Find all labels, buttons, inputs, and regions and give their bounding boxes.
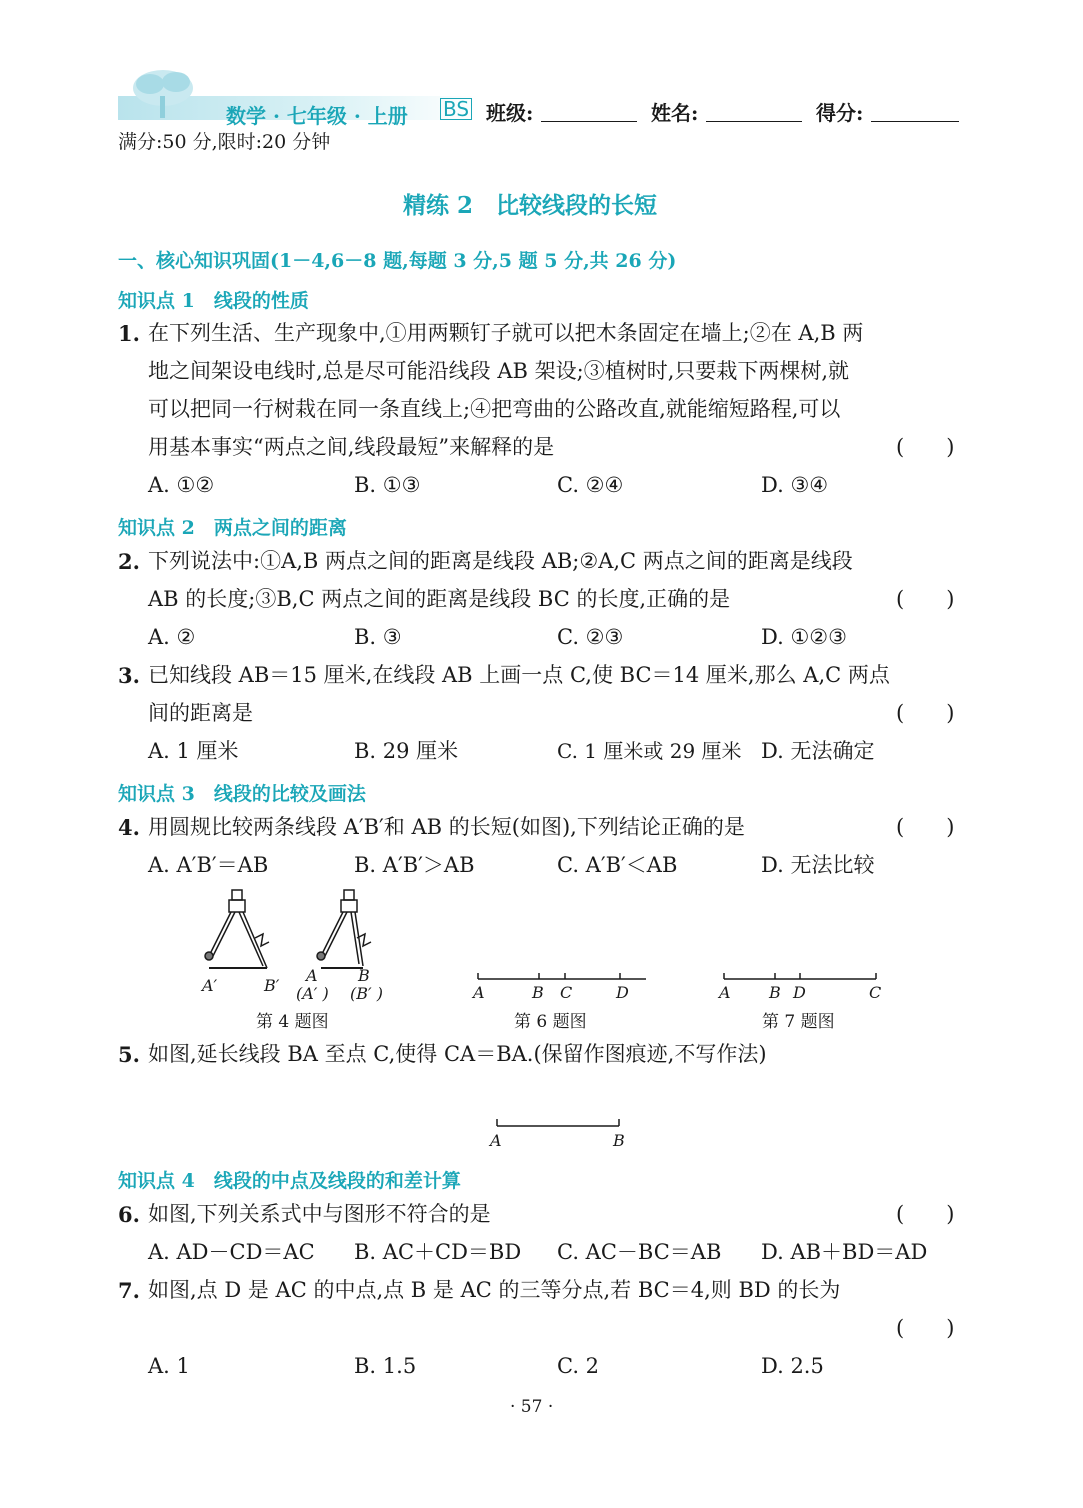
q2-line: 下列说法中:①A,B 两点之间的距离是线段 AB;②A,C 两点之间的距离是线段 [148, 549, 853, 573]
name-field[interactable] [706, 121, 802, 122]
q1-option-a[interactable]: A. ①② [148, 473, 215, 497]
q1-answer-bracket[interactable]: ( ) [896, 435, 955, 459]
q5-number: 5. [118, 1042, 140, 1067]
fig6-label: C [560, 983, 573, 1002]
page-title: 精练 2 比较线段的长短 [403, 192, 658, 219]
q6-option-b[interactable]: B. AC＋CD＝BD [354, 1240, 522, 1264]
q7-option-d[interactable]: D. 2.5 [761, 1354, 824, 1378]
q2-option-b[interactable]: B. ③ [354, 625, 402, 649]
knowledge-point-3: 知识点 3 线段的比较及画法 [118, 783, 366, 805]
fig4-label: A [306, 966, 318, 985]
score-label: 得分: [816, 101, 864, 125]
fig6-label: D [616, 983, 629, 1002]
meta-line: 满分:50 分,限时:20 分钟 [118, 131, 331, 153]
q2-number: 2. [118, 549, 140, 574]
compass-icon [205, 890, 269, 968]
q3-line: 已知线段 AB＝15 厘米,在线段 AB 上画一点 C,使 BC＝14 厘米,那么 A,C 两点 [148, 663, 890, 687]
score-field[interactable] [871, 121, 959, 122]
q1-line: 在下列生活、生产现象中,①用两颗钉子就可以把木条固定在墙上;②在 A,B 两 [148, 321, 864, 345]
q2-line: AB 的长度;③B,C 两点之间的距离是线段 BC 的长度,正确的是 [148, 587, 731, 611]
q3-option-a[interactable]: A. 1 厘米 [148, 739, 239, 763]
q6-option-a[interactable]: A. AD－CD＝AC [148, 1240, 315, 1264]
q6-number: 6. [118, 1202, 140, 1227]
fig4-label: B′ [264, 976, 280, 995]
q1-line: 地之间架设电线时,总是尽可能沿线段 AB 架设;③植树时,只要栽下两棵树,就 [148, 359, 850, 383]
fig7-label: C [869, 983, 882, 1002]
compass-icon [317, 890, 371, 968]
fig4-label: A′ [202, 976, 218, 995]
fig5-segment-diagram[interactable] [492, 1117, 622, 1129]
q4-option-c[interactable]: C. A′B′＜AB [557, 853, 678, 877]
fig7-caption: 第 7 题图 [762, 1012, 835, 1032]
fig4-label: (B′ ) [350, 984, 383, 1003]
q1-option-c[interactable]: C. ②④ [557, 473, 624, 497]
q7-line: 如图,点 D 是 AC 的中点,点 B 是 AC 的三等分点,若 BC＝4,则 BD 的长为 [148, 1278, 841, 1302]
q7-answer-bracket[interactable]: ( ) [896, 1316, 955, 1340]
knowledge-point-2: 知识点 2 两点之间的距离 [118, 517, 347, 539]
section-heading: 一、核心知识巩固(1－4,6－8 题,每题 3 分,5 题 5 分,共 26 分) [118, 250, 677, 272]
fig7-label: B [769, 983, 781, 1002]
q1-option-b[interactable]: B. ①③ [354, 473, 421, 497]
knowledge-point-1: 知识点 1 线段的性质 [118, 290, 309, 312]
knowledge-point-4: 知识点 4 线段的中点及线段的和差计算 [118, 1170, 461, 1192]
q7-option-b[interactable]: B. 1.5 [354, 1354, 417, 1378]
fig7-label: A [719, 983, 731, 1002]
class-label: 班级: [486, 101, 534, 125]
q1-number: 1. [118, 321, 140, 346]
q1-line: 用基本事实“两点之间,线段最短”来解释的是 [148, 435, 555, 459]
q6-line: 如图,下列关系式中与图形不符合的是 [148, 1202, 491, 1226]
q2-option-c[interactable]: C. ②③ [557, 625, 624, 649]
q3-option-d[interactable]: D. 无法确定 [761, 739, 875, 763]
fig4-label: (A′ ) [296, 984, 329, 1003]
q4-answer-bracket[interactable]: ( ) [896, 815, 955, 839]
fig4-caption: 第 4 题图 [256, 1012, 329, 1032]
q4-option-b[interactable]: B. A′B′＞AB [354, 853, 475, 877]
tree-logo-icon [118, 68, 208, 118]
fig5-label: A [490, 1131, 502, 1150]
q5-line: 如图,延长线段 BA 至点 C,使得 CA＝BA.(保留作图痕迹,不写作法) [148, 1042, 767, 1066]
fig6-label: A [473, 983, 485, 1002]
q7-number: 7. [118, 1278, 140, 1303]
q6-answer-bracket[interactable]: ( ) [896, 1202, 955, 1226]
fig4-label: B [358, 966, 370, 985]
header-book: 数学 · 七年级 · 上册 [226, 104, 408, 128]
fig4-compass-diagram [195, 888, 415, 998]
q1-line: 可以把同一行树栽在同一条直线上;④把弯曲的公路改直,就能缩短路程,可以 [148, 397, 841, 421]
q3-option-c[interactable]: C. 1 厘米或 29 厘米 [557, 739, 742, 763]
q7-option-c[interactable]: C. 2 [557, 1354, 600, 1378]
q4-option-d[interactable]: D. 无法比较 [761, 853, 875, 877]
fig6-caption: 第 6 题图 [514, 1012, 587, 1032]
q3-answer-bracket[interactable]: ( ) [896, 701, 955, 725]
q4-number: 4. [118, 815, 140, 840]
q4-line: 用圆规比较两条线段 A′B′和 AB 的长短(如图),下列结论正确的是 [148, 815, 745, 839]
fig7-label: D [793, 983, 806, 1002]
page-number: · 57 · [510, 1397, 554, 1417]
class-field[interactable] [541, 121, 637, 122]
q2-answer-bracket[interactable]: ( ) [896, 587, 955, 611]
q1-option-d[interactable]: D. ③④ [761, 473, 829, 497]
q6-option-d[interactable]: D. AB＋BD＝AD [761, 1240, 928, 1264]
q6-option-c[interactable]: C. AC－BC＝AB [557, 1240, 722, 1264]
q2-option-d[interactable]: D. ①②③ [761, 625, 847, 649]
q3-number: 3. [118, 663, 140, 688]
fig6-label: B [532, 983, 544, 1002]
fig5-label: B [613, 1131, 625, 1150]
q2-option-a[interactable]: A. ② [148, 625, 196, 649]
q3-option-b[interactable]: B. 29 厘米 [354, 739, 459, 763]
q7-option-a[interactable]: A. 1 [148, 1354, 190, 1378]
q3-line: 间的距离是 [148, 701, 253, 725]
name-label: 姓名: [651, 101, 699, 125]
q4-option-a[interactable]: A. A′B′＝AB [148, 853, 269, 877]
edition-badge: BS [440, 98, 472, 120]
